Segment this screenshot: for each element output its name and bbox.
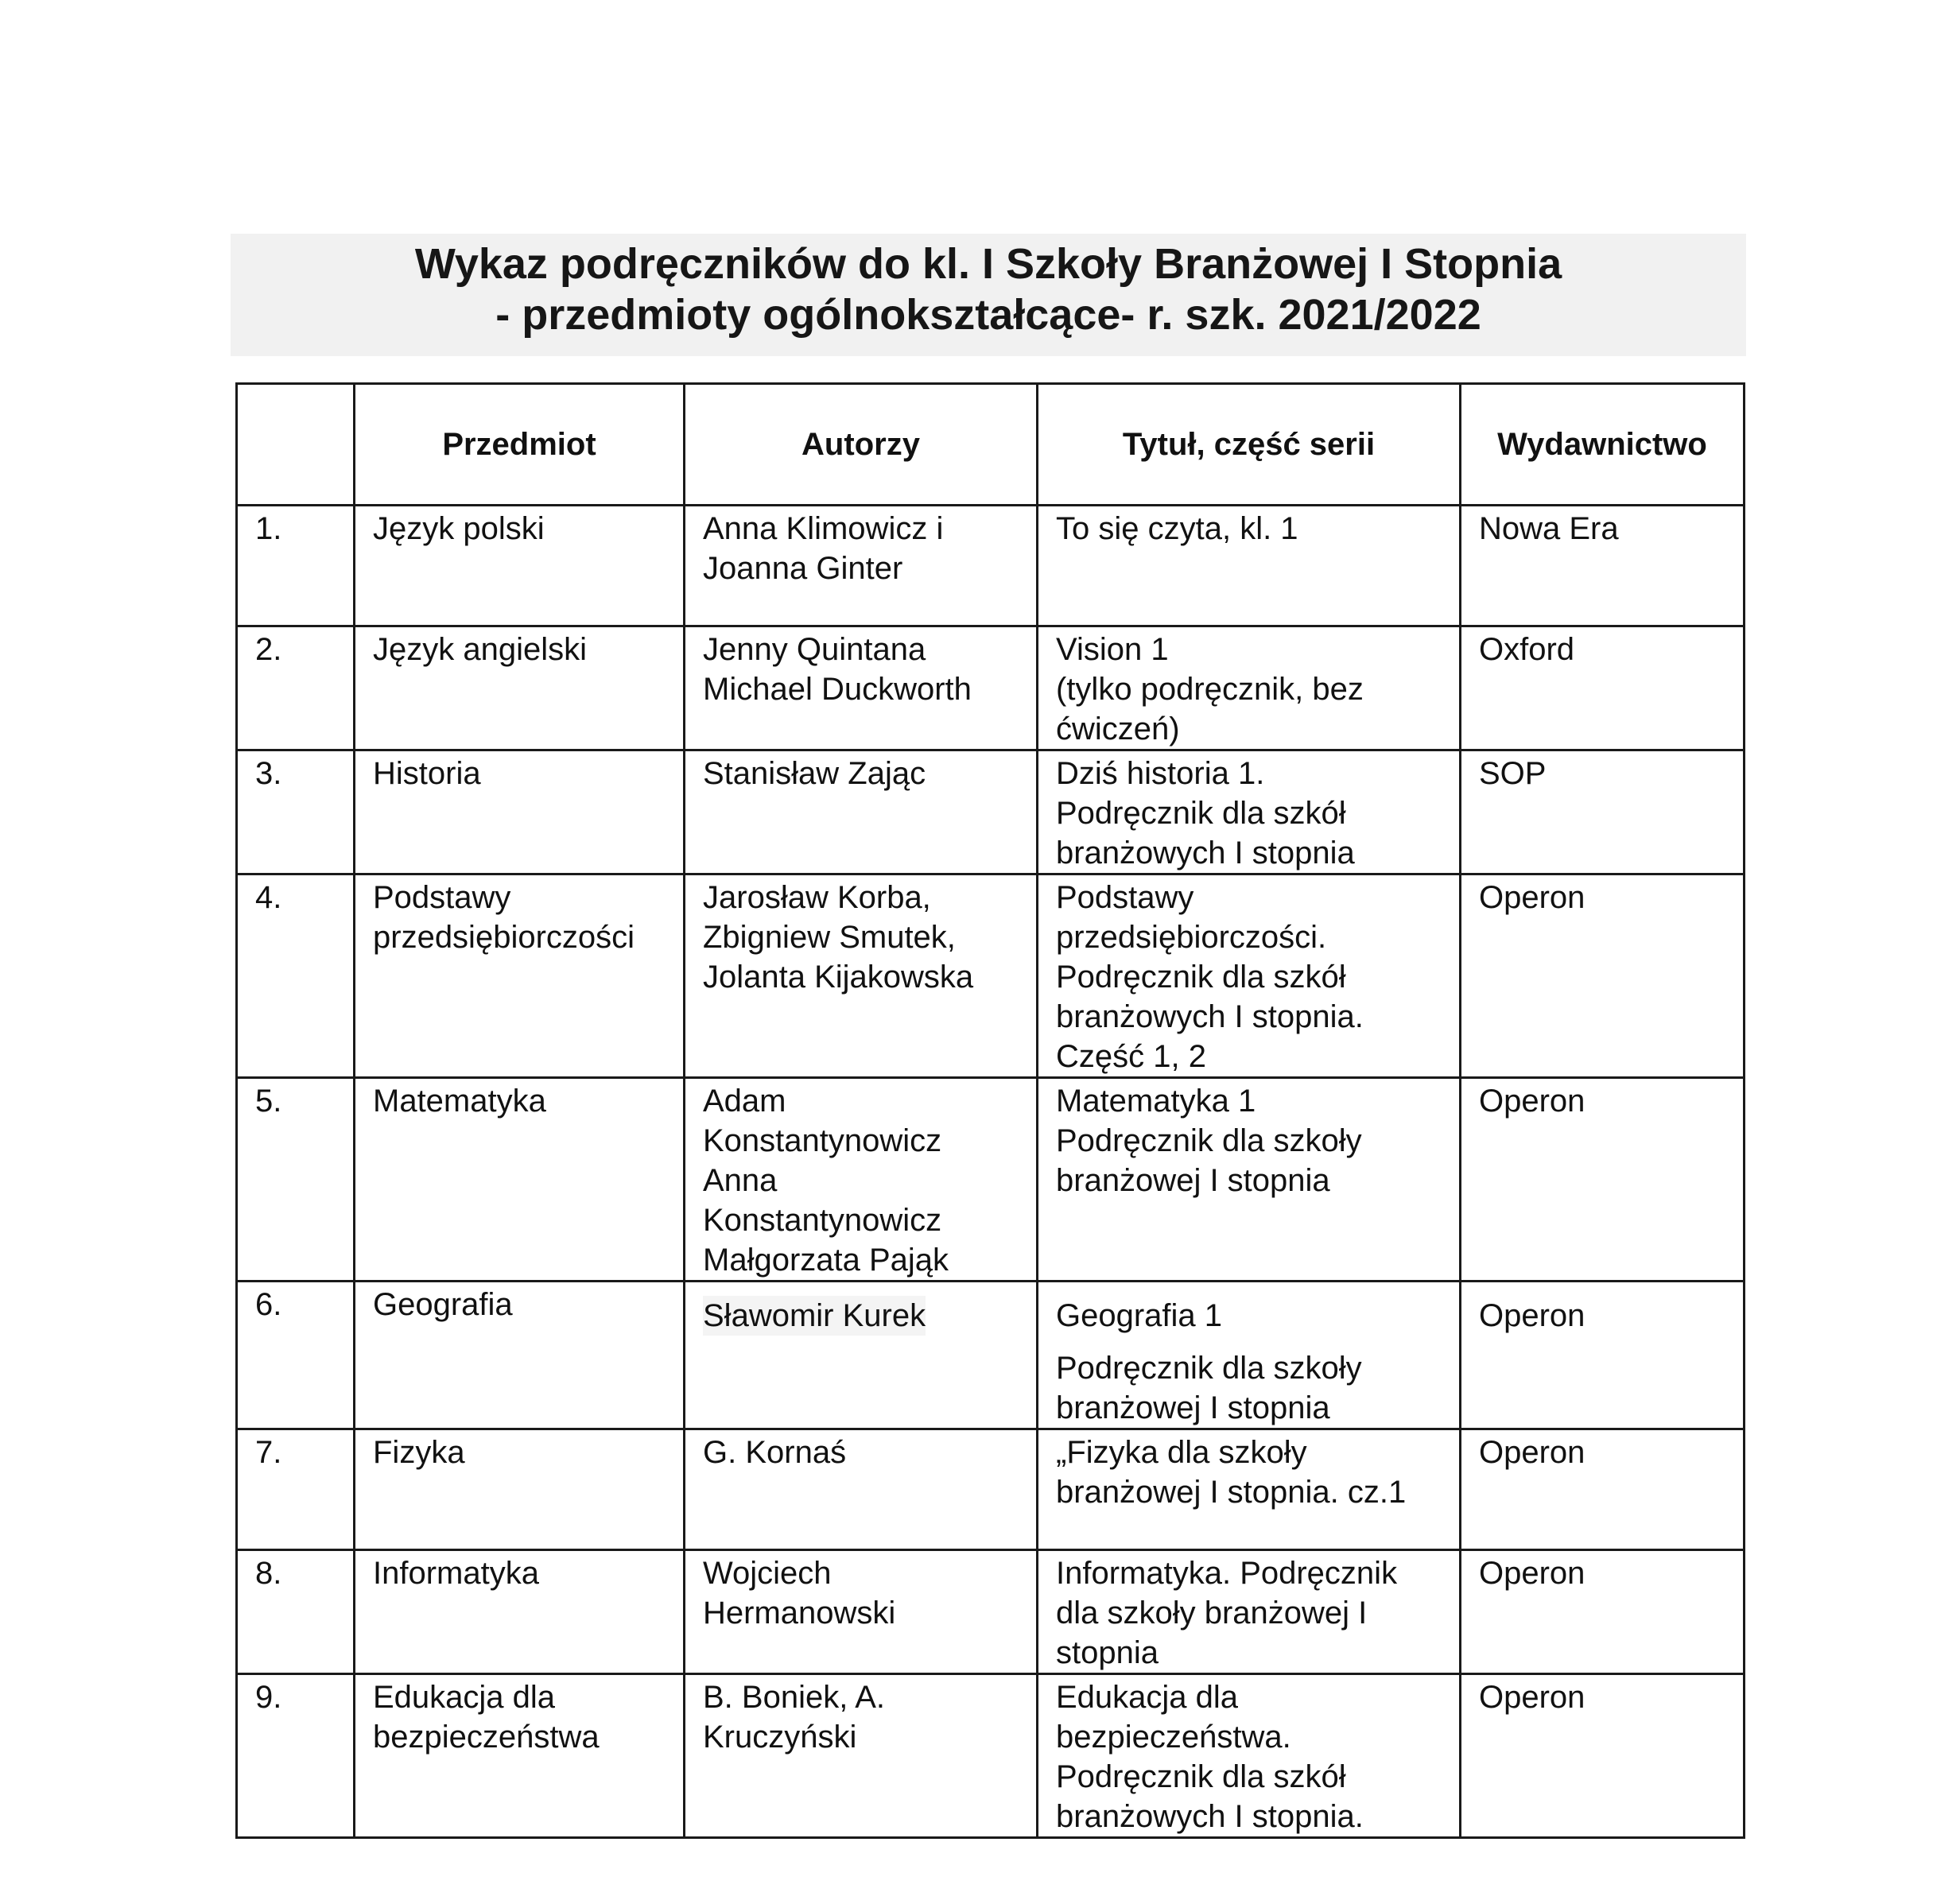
row-subject: Matematyka (355, 1078, 685, 1282)
row-number: 8. (237, 1550, 355, 1674)
document-title-line-1: Wykaz podręczników do kl. I Szkoły Branżowej I Stopnia (414, 240, 1562, 288)
row-authors: Wojciech Hermanowski (685, 1550, 1038, 1674)
table-row (237, 1674, 1745, 1838)
row-publisher: Operon (1461, 1550, 1745, 1674)
row-publisher: Operon (1461, 1429, 1745, 1550)
row-number: 1. (237, 506, 355, 626)
row-title: Informatyka. Podręcznik dla szkoły branżowej I stopnia (1038, 1550, 1461, 1674)
row-number: 4. (237, 874, 355, 1078)
header-subject: Przedmiot (355, 384, 685, 506)
row-authors: Sławomir Kurek (703, 1296, 926, 1336)
row-title: Geografia 1 (1056, 1298, 1223, 1333)
document-title-line-2: - przedmioty ogólnokształcące- r. szk. 2021/2022 (495, 291, 1481, 339)
row-title: Edukacja dla bezpieczeństwa. Podręcznik dla szkół branżowych I stopnia. (1038, 1674, 1461, 1838)
row-authors: B. Boniek, A. Kruczyński (685, 1674, 1038, 1838)
row-authors: G. Kornaś (685, 1429, 1038, 1550)
row-authors: Jenny Quintana Michael Duckworth (685, 626, 1038, 750)
row-number: 6. (237, 1282, 355, 1429)
row-subject: Fizyka (355, 1429, 685, 1550)
row-publisher: SOP (1461, 750, 1745, 874)
row-number: 5. (237, 1078, 355, 1282)
row-authors: Jarosław Korba, Zbigniew Smutek, Jolanta Kijakowska (685, 874, 1038, 1078)
textbook-table (235, 382, 1745, 1839)
header-authors: Autorzy (685, 384, 1038, 506)
row-publisher: Nowa Era (1461, 506, 1745, 626)
row-authors-cell (685, 1282, 1038, 1429)
header-title: Tytuł, część serii (1038, 384, 1461, 506)
table-row (237, 1282, 1745, 1429)
row-authors: Adam Konstantynowicz Anna Konstantynowicz Małgorzata Pająk (685, 1078, 1038, 1282)
table-header-row (237, 384, 1745, 506)
row-subject: Język polski (355, 506, 685, 626)
header-publisher: Wydawnictwo (1461, 384, 1745, 506)
row-title: Matematyka 1 Podręcznik dla szkoły branżowej I stopnia (1038, 1078, 1461, 1282)
row-publisher: Operon (1461, 874, 1745, 1078)
table-row (237, 506, 1745, 626)
row-subject: Podstawy przedsiębiorczości (355, 874, 685, 1078)
row-title-cell (1038, 1282, 1461, 1429)
row-title: Vision 1 (tylko podręcznik, bez ćwiczeń) (1038, 626, 1461, 750)
row-subject: Edukacja dla bezpieczeństwa (355, 1674, 685, 1838)
row-publisher: Operon (1461, 1078, 1745, 1282)
row-publisher: Oxford (1461, 626, 1745, 750)
table-row (237, 1078, 1745, 1282)
row-title: Podstawy przedsiębiorczości. Podręcznik dla szkół branżowych I stopnia. Część 1, 2 (1038, 874, 1461, 1078)
row-title: „Fizyka dla szkoły branżowej I stopnia. cz.1 (1038, 1429, 1461, 1550)
row-subject: Geografia (355, 1282, 685, 1429)
row-title: To się czyta, kl. 1 (1038, 506, 1461, 626)
row-subject: Język angielski (355, 626, 685, 750)
row-publisher: Operon (1461, 1674, 1745, 1838)
row-title-continued: Podręcznik dla szkoły branżowej I stopnia (1056, 1351, 1362, 1425)
row-title: Dziś historia 1. Podręcznik dla szkół branżowych I stopnia (1038, 750, 1461, 874)
row-authors: Stanisław Zając (685, 750, 1038, 874)
document-title-band (231, 234, 1746, 356)
row-number: 7. (237, 1429, 355, 1550)
header-number (237, 384, 355, 506)
table-row (237, 874, 1745, 1078)
row-subject: Historia (355, 750, 685, 874)
table-row (237, 750, 1745, 874)
row-number: 9. (237, 1674, 355, 1838)
row-publisher: Operon (1479, 1298, 1585, 1333)
row-subject: Informatyka (355, 1550, 685, 1674)
table-row (237, 1550, 1745, 1674)
row-authors: Anna Klimowicz i Joanna Ginter (685, 506, 1038, 626)
row-publisher-cell (1461, 1282, 1745, 1429)
table-row (237, 1429, 1745, 1550)
table-row (237, 626, 1745, 750)
row-number: 3. (237, 750, 355, 874)
row-number: 2. (237, 626, 355, 750)
